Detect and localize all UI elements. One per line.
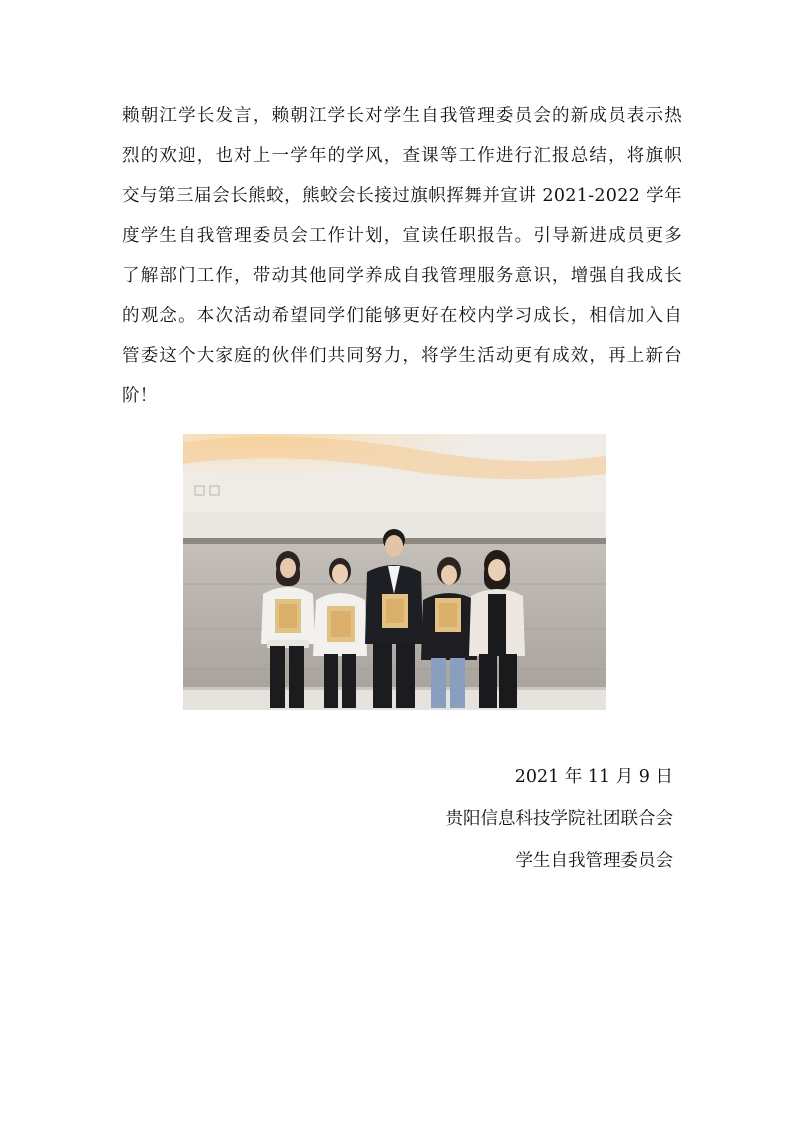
paragraph-line: 管委这个大家庭的伙伴们共同努力，将学生活动更有成效，再上新台	[122, 346, 682, 366]
closing-signature	[446, 756, 674, 882]
paragraph-line: 赖朝江学长发言，赖朝江学长对学生自我管理委员会的新成员表示热	[122, 106, 682, 126]
paragraph-line: 烈的欢迎，也对上一学年的学风，查课等工作进行汇报总结，将旗帜	[122, 146, 682, 166]
article-paragraph	[122, 96, 682, 416]
date-line: 2021 年 11 月 9 日	[514, 767, 673, 787]
committee-line: 学生自我管理委员会	[515, 851, 673, 871]
paragraph-line: 的观念。本次活动希望同学们能够更好在校内学习成长，相信加入自	[122, 306, 682, 326]
paragraph-line: 度学生自我管理委员会工作计划，宣读任职报告。引导新进成员更多	[122, 226, 682, 246]
paragraph-line: 了解部门工作，带动其他同学养成自我管理服务意识，增强自我成长	[122, 266, 682, 286]
paragraph-line: 阶！	[122, 386, 158, 406]
paragraph-line: 交与第三届会长熊蛟，熊蛟会长接过旗帜挥舞并宣讲 2021-2022 学年	[122, 186, 682, 206]
event-photo	[183, 434, 606, 710]
stage-floor	[183, 689, 606, 710]
organization-line: 贵阳信息科技学院社团联合会	[445, 809, 673, 829]
